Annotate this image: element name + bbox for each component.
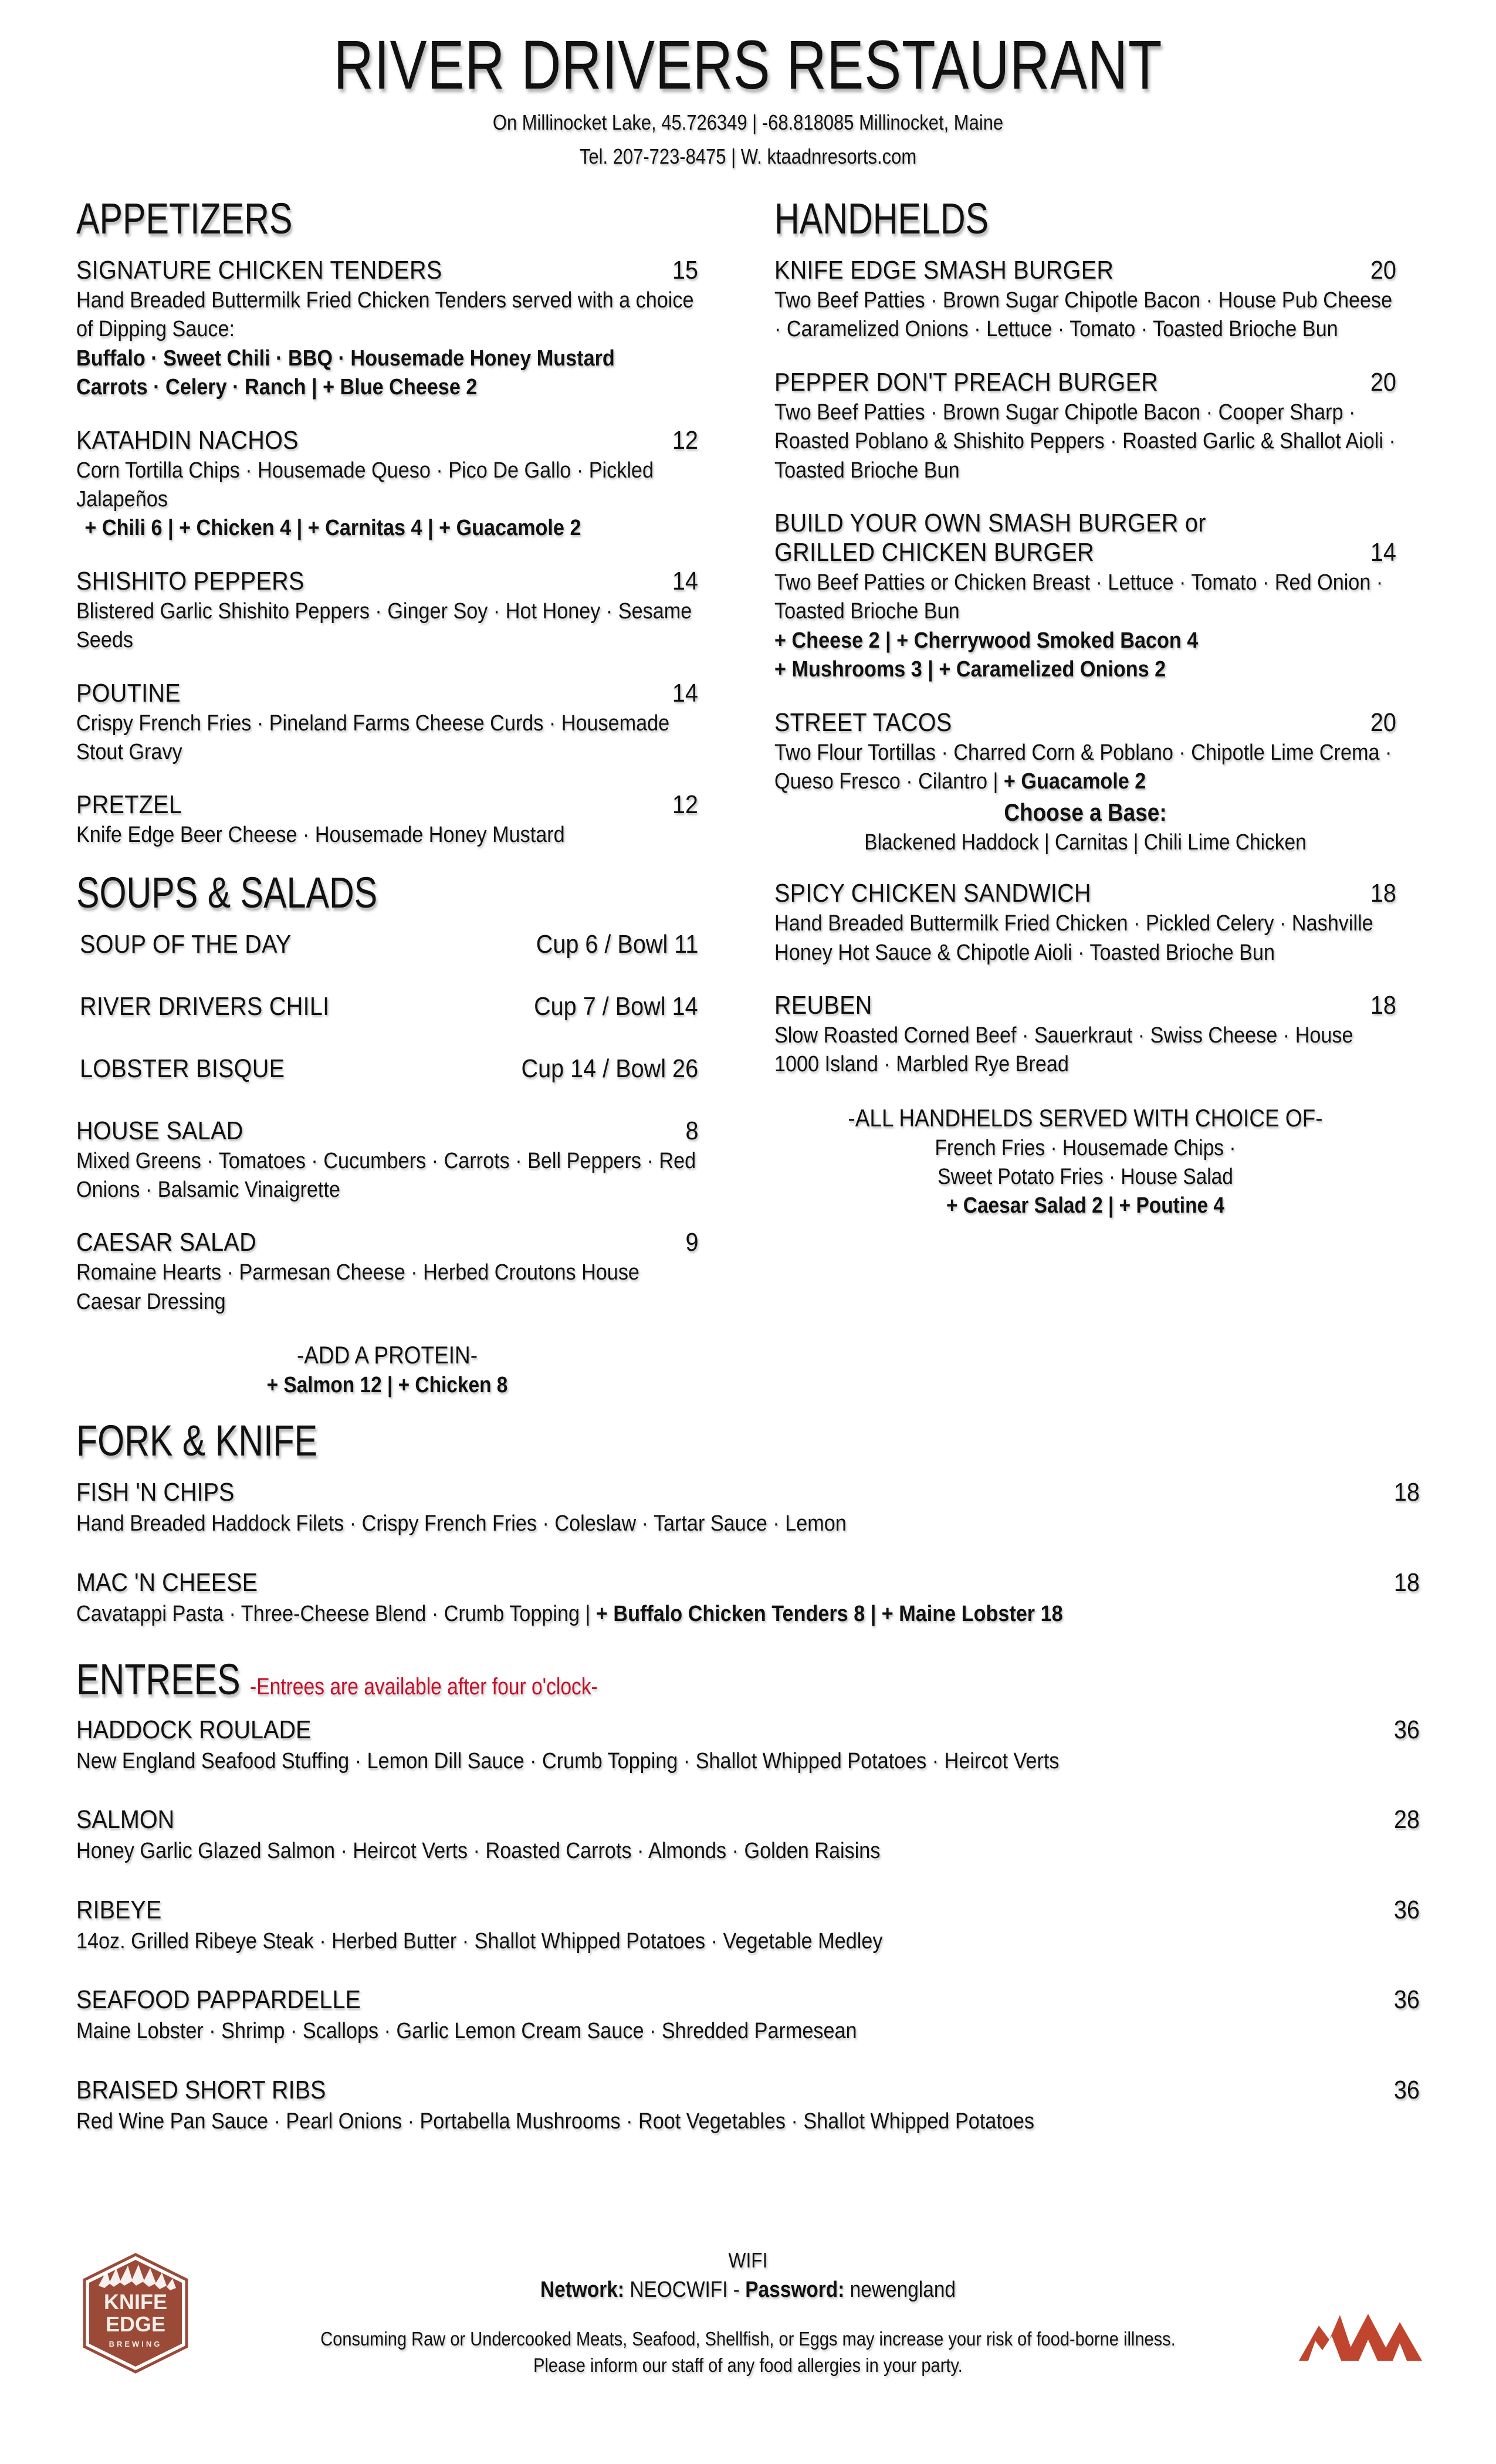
menu-item-spicy-chicken-sandwich bbox=[774, 879, 1396, 967]
item-description: Corn Tortilla Chips · Housemade Queso · Pico De Gallo · Pickled Jalapeños bbox=[76, 458, 654, 512]
item-price: Cup 6 / Bowl 11 bbox=[536, 929, 698, 959]
menu-item-haddock-roulade bbox=[76, 1715, 1420, 1776]
item-name: PEPPER DON'T PREACH BURGER bbox=[774, 367, 1159, 397]
menu-item-shishito-peppers bbox=[76, 567, 698, 655]
menu-item-braised-short-ribs bbox=[76, 2076, 1420, 2136]
choose-a-base-options: Blackened Haddock | Carnitas | Chili Lime Chicken bbox=[864, 830, 1307, 855]
callout-side-line-1: French Fries · Housemade Chips · bbox=[935, 1135, 1236, 1160]
item-price: 14 bbox=[1370, 537, 1396, 567]
item-name: MAC 'N CHEESE bbox=[76, 1568, 258, 1597]
restaurant-title: RIVER DRIVERS RESTAURANT bbox=[333, 26, 1163, 104]
item-price: 15 bbox=[672, 256, 698, 285]
item-description-text: Cavatappi Pasta · Three-Cheese Blend · Crumb Topping | bbox=[76, 1601, 596, 1626]
item-description: Maine Lobster · Shrimp · Scallops · Garlic Lemon Cream Sauce · Shredded Parmesean bbox=[76, 2019, 857, 2044]
item-options-line-1: Buffalo · Sweet Chili · BBQ · Housemade Honey Mustard bbox=[76, 346, 615, 371]
item-name: RIVER DRIVERS CHILI bbox=[80, 991, 330, 1021]
section-heading-handhelds: HANDHELDS bbox=[774, 194, 989, 243]
item-price: 28 bbox=[1393, 1805, 1420, 1835]
item-name: SOUP OF THE DAY bbox=[80, 929, 292, 959]
menu-item-caesar-salad bbox=[76, 1228, 698, 1316]
menu-item-fish-n-chips bbox=[76, 1478, 1420, 1538]
callout-side-upgrades: + Caesar Salad 2 | + Poutine 4 bbox=[946, 1193, 1225, 1218]
item-price: 36 bbox=[1393, 1715, 1420, 1745]
menu-item-street-tacos bbox=[774, 708, 1396, 856]
item-description: Romaine Hearts · Parmesan Cheese · Herbed Croutons House Caesar Dressing bbox=[76, 1260, 639, 1314]
item-description bbox=[76, 1600, 1419, 1629]
item-name: SIGNATURE CHICKEN TENDERS bbox=[76, 256, 442, 285]
brewery-logo-line-1: KNIFE bbox=[104, 2290, 167, 2314]
item-description: New England Seafood Stuffing · Lemon Dill Sauce · Crumb Topping · Shallot Whipped Potatoes · Heircot Verts bbox=[76, 1749, 1060, 1774]
item-name: KNIFE EDGE SMASH BURGER bbox=[774, 256, 1114, 285]
item-description: Two Beef Patties or Chicken Breast · Lettuce · Tomato · Red Onion · Toasted Brioche Bun bbox=[774, 570, 1383, 624]
item-name: HOUSE SALAD bbox=[76, 1116, 243, 1145]
item-price: 18 bbox=[1370, 879, 1396, 908]
wifi-network-value: NEOCWIFI bbox=[629, 2277, 728, 2302]
item-name-line-1: BUILD YOUR OWN SMASH BURGER or bbox=[774, 508, 1206, 537]
right-column bbox=[774, 194, 1396, 1398]
item-addons: + Buffalo Chicken Tenders 8 | + Maine Lobster 18 bbox=[595, 1601, 1063, 1626]
item-name: KATAHDIN NACHOS bbox=[76, 425, 299, 455]
menu-item-lobster-bisque bbox=[76, 1054, 698, 1084]
menu-item-katahdin-nachos bbox=[76, 426, 698, 543]
item-name: SPICY CHICKEN SANDWICH bbox=[774, 879, 1091, 908]
item-description: Two Beef Patties · Brown Sugar Chipotle Bacon · Cooper Sharp · Roasted Poblano & Shishito Peppers · Roasted Garlic & Shallot Aioli · Toasted Brioche Bun bbox=[774, 400, 1396, 483]
item-price: 18 bbox=[1393, 1478, 1420, 1507]
item-description: Crispy French Fries · Pineland Farms Cheese Curds · Housemade Stout Gravy bbox=[76, 710, 670, 764]
item-price: 20 bbox=[1370, 256, 1396, 285]
item-name: CAESAR SALAD bbox=[76, 1228, 256, 1257]
knife-edge-brewing-logo bbox=[81, 2253, 190, 2374]
menu-item-soup-of-the-day bbox=[76, 930, 698, 959]
disclaimer-line-2: Please inform our staff of any food allergies in your party. bbox=[533, 2354, 963, 2376]
wifi-password-label: Password: bbox=[745, 2277, 845, 2302]
item-name: BRAISED SHORT RIBS bbox=[76, 2075, 326, 2104]
mountain-chevron-logo bbox=[1299, 2309, 1422, 2365]
section-heading-soups-salads: SOUPS & SALADS bbox=[76, 868, 378, 917]
item-description: Hand Breaded Buttermilk Fried Chicken · Pickled Celery · Nashville Honey Hot Sauce & Chipotle Aioli · Toasted Brioche Bun bbox=[774, 911, 1373, 965]
item-name: PRETZEL bbox=[76, 790, 182, 820]
wifi-label: WIFI bbox=[728, 2248, 768, 2272]
callout-title: -ADD A PROTEIN- bbox=[296, 1341, 478, 1369]
footer-wifi-block bbox=[0, 2248, 1496, 2378]
item-price: 18 bbox=[1370, 991, 1396, 1020]
item-name: FISH 'N CHIPS bbox=[76, 1478, 235, 1507]
item-name: HADDOCK ROULADE bbox=[76, 1715, 312, 1745]
item-description bbox=[774, 739, 1396, 797]
menu-columns bbox=[0, 194, 1496, 1398]
callout-title: -ALL HANDHELDS SERVED WITH CHOICE OF- bbox=[848, 1104, 1323, 1132]
wifi-password-value: newengland bbox=[849, 2277, 956, 2302]
item-name: SHISHITO PEPPERS bbox=[76, 566, 304, 595]
menu-item-poutine bbox=[76, 679, 698, 767]
item-name: POUTINE bbox=[76, 678, 181, 708]
wifi-separator: - bbox=[733, 2277, 740, 2302]
item-name: REUBEN bbox=[774, 991, 872, 1020]
section-heading-entrees: ENTREES bbox=[76, 1655, 241, 1704]
item-price: 36 bbox=[1393, 1985, 1420, 2015]
menu-item-pepper-dont-preach-burger bbox=[774, 368, 1396, 485]
item-name: RIBEYE bbox=[76, 1895, 162, 1924]
item-addons-line-2: + Mushrooms 3 | + Caramelized Onions 2 bbox=[774, 657, 1166, 682]
section-fork-and-knife bbox=[0, 1416, 1496, 1629]
menu-item-signature-chicken-tenders bbox=[76, 256, 698, 402]
item-name: STREET TACOS bbox=[774, 708, 952, 737]
brewery-logo-line-3: BREWING bbox=[109, 2340, 163, 2348]
item-description: 14oz. Grilled Ribeye Steak · Herbed Butter · Shallot Whipped Potatoes · Vegetable Medley bbox=[76, 1928, 883, 1954]
item-price: 14 bbox=[672, 566, 698, 595]
item-description: Hand Breaded Buttermilk Fried Chicken Tenders served with a choice of Dipping Sauce: bbox=[76, 288, 694, 342]
item-price: 14 bbox=[672, 678, 698, 708]
item-name: LOBSTER BISQUE bbox=[80, 1054, 285, 1083]
menu-item-house-salad bbox=[76, 1116, 698, 1205]
menu-item-seafood-pappardelle bbox=[76, 1985, 1420, 2046]
add-a-protein-callout bbox=[76, 1341, 698, 1398]
item-addon-guacamole: + Guacamole 2 bbox=[1003, 769, 1146, 794]
item-description: Slow Roasted Corned Beef · Sauerkraut · Swiss Cheese · House 1000 Island · Marbled Rye Bread bbox=[774, 1023, 1353, 1077]
item-price: 12 bbox=[672, 425, 698, 455]
section-heading-fork-knife: FORK & KNIFE bbox=[76, 1416, 318, 1465]
brewery-logo-line-2: EDGE bbox=[105, 2312, 166, 2336]
menu-item-pretzel bbox=[76, 790, 698, 849]
menu-item-mac-n-cheese bbox=[76, 1568, 1420, 1629]
item-options-line-2: Carrots · Celery · Ranch | + Blue Cheese 2 bbox=[76, 375, 478, 400]
restaurant-address: On Millinocket Lake, 45.726349 | -68.818085 Millinocket, Maine bbox=[492, 110, 1004, 134]
footer-disclaimer bbox=[307, 2326, 1190, 2378]
left-column bbox=[76, 194, 698, 1398]
item-price: 20 bbox=[1370, 367, 1396, 397]
item-description: Hand Breaded Haddock Filets · Crispy French Fries · Coleslaw · Tartar Sauce · Lemon bbox=[76, 1511, 847, 1536]
item-description-text: Two Flour Tortillas · Charred Corn & Poblano · Chipotle Lime Crema · Queso Fresco · Cilantro | bbox=[774, 740, 1392, 794]
item-name: SALMON bbox=[76, 1805, 175, 1835]
item-price: 20 bbox=[1370, 708, 1396, 737]
item-addons: + Chili 6 | + Chicken 4 | + Carnitas 4 | + Guacamole 2 bbox=[84, 516, 581, 541]
item-name: SEAFOOD PAPPARDELLE bbox=[76, 1985, 361, 2015]
item-description: Honey Garlic Glazed Salmon · Heircot Verts · Roasted Carrots · Almonds · Golden Raisins bbox=[76, 1839, 881, 1864]
menu-item-knife-edge-smash-burger bbox=[774, 256, 1396, 344]
menu-item-river-drivers-chili bbox=[76, 992, 698, 1021]
item-description: Red Wine Pan Sauce · Pearl Onions · Portabella Mushrooms · Root Vegetables · Shallot Whipped Potatoes bbox=[76, 2108, 1034, 2134]
section-heading-appetizers: APPETIZERS bbox=[76, 194, 293, 243]
item-addons-line-1: + Cheese 2 | + Cherrywood Smoked Bacon 4 bbox=[774, 628, 1199, 653]
disclaimer-line-1: Consuming Raw or Undercooked Meats, Seafood, Shellfish, or Eggs may increase your risk of food-borne illness. bbox=[320, 2328, 1176, 2350]
item-price: Cup 14 / Bowl 26 bbox=[521, 1054, 698, 1083]
menu-item-salmon bbox=[76, 1805, 1420, 1866]
section-entrees bbox=[0, 1655, 1496, 2136]
item-description: Mixed Greens · Tomatoes · Cucumbers · Carrots · Bell Peppers · Red Onions · Balsamic Vinaigrette bbox=[76, 1148, 696, 1203]
wifi-network-label: Network: bbox=[540, 2277, 625, 2302]
entrees-availability-note: -Entrees are available after four o'clock- bbox=[249, 1674, 598, 1700]
item-price: 12 bbox=[672, 790, 698, 820]
item-description: Knife Edge Beer Cheese · Housemade Honey Mustard bbox=[76, 823, 565, 848]
item-price: 9 bbox=[685, 1228, 698, 1257]
item-description: Two Beef Patties · Brown Sugar Chipotle Bacon · House Pub Cheese · Caramelized Onions · Lettuce · Tomato · Toasted Brioche Bun bbox=[774, 288, 1393, 342]
menu-header bbox=[0, 0, 1496, 169]
item-price: Cup 7 / Bowl 14 bbox=[534, 991, 698, 1021]
choose-a-base-label: Choose a Base: bbox=[1004, 798, 1167, 827]
item-price: 36 bbox=[1393, 1895, 1420, 1924]
menu-item-build-your-own-burger bbox=[774, 509, 1396, 685]
menu-footer bbox=[0, 2248, 1496, 2442]
menu-item-ribeye bbox=[76, 1896, 1420, 1956]
callout-options: + Salmon 12 | + Chicken 8 bbox=[266, 1373, 508, 1398]
restaurant-contact: Tel. 207-723-8475 | W. ktaadnresorts.com bbox=[579, 144, 917, 168]
item-price: 8 bbox=[685, 1116, 698, 1145]
item-price: 18 bbox=[1393, 1568, 1420, 1597]
callout-side-line-2: Sweet Potato Fries · House Salad bbox=[937, 1164, 1233, 1189]
item-description: Blistered Garlic Shishito Peppers · Ginger Soy · Hot Honey · Sesame Seeds bbox=[76, 598, 692, 653]
item-name-line-2: GRILLED CHICKEN BURGER bbox=[774, 537, 1095, 567]
handhelds-served-with-callout bbox=[774, 1104, 1396, 1219]
wifi-credentials bbox=[307, 2277, 1190, 2303]
menu-item-reuben bbox=[774, 991, 1396, 1079]
item-price: 36 bbox=[1393, 2075, 1420, 2104]
